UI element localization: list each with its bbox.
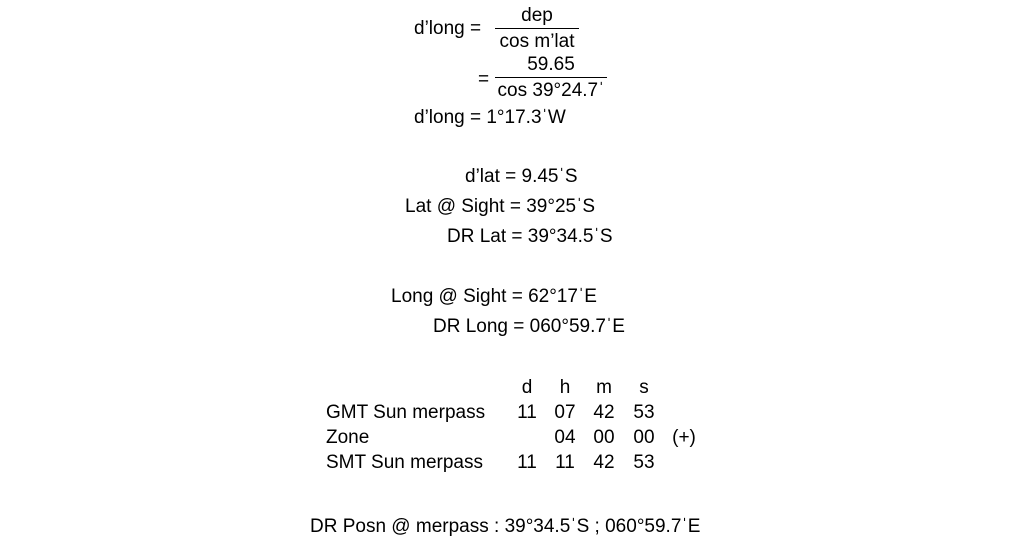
row-label: SMT Sun merpass <box>326 452 483 473</box>
dlong-lhs: d’long = <box>414 18 482 39</box>
fraction-numerator: dep <box>521 5 553 26</box>
long-sight-line: Long @ Sight = 62°17ˈE <box>391 286 597 307</box>
cell-seconds: 00 <box>633 427 655 448</box>
lat-sight-line: Lat @ Sight = 39°25ˈS <box>405 196 596 217</box>
dr-lat-line: DR Lat = 39°34.5ˈS <box>447 226 613 247</box>
row-label: GMT Sun merpass <box>326 402 486 423</box>
cell-minutes: 42 <box>593 452 615 473</box>
header-cell: m <box>596 377 612 398</box>
table-row <box>326 425 704 450</box>
header-cell: h <box>559 377 571 398</box>
fraction-denominator: cos m’lat <box>495 28 579 51</box>
cell-sign <box>664 400 704 425</box>
cell-sign: (+) <box>672 427 696 448</box>
cell-minutes: 00 <box>593 427 615 448</box>
cell-days: 11 <box>517 452 537 473</box>
cell-minutes: 42 <box>593 402 615 423</box>
cell-hours: 07 <box>554 402 576 423</box>
cell-hours: 04 <box>554 427 576 448</box>
cell-days: 11 <box>517 402 537 423</box>
dlat-line: d’lat = 9.45ˈS <box>465 166 578 187</box>
time-table <box>326 375 704 475</box>
cell-seconds: 53 <box>633 402 655 423</box>
cell-hours: 11 <box>555 452 575 473</box>
cell-seconds: 53 <box>633 452 655 473</box>
dr-long-line: DR Long = 060°59.7ˈE <box>433 316 625 337</box>
cell-days <box>508 425 546 450</box>
table-row <box>326 400 704 425</box>
fraction-numerator: 59.65 <box>527 54 575 75</box>
dlong-fraction <box>495 6 579 51</box>
cell-sign <box>664 450 704 475</box>
table-header-row <box>326 375 704 400</box>
header-cell: s <box>639 377 649 398</box>
equals-sign: = <box>478 69 490 90</box>
header-cell <box>326 375 508 400</box>
row-label: Zone <box>326 427 370 448</box>
dlong-result: d’long = 1°17.3ˈW <box>414 107 566 128</box>
dr-posn-line: DR Posn @ merpass : 39°34.5ˈS ; 060°59.7ˈE <box>310 516 701 537</box>
table-row <box>326 450 704 475</box>
dlong-substituted-fraction <box>495 55 607 100</box>
fraction-denominator: cos 39°24.7ˈ <box>495 77 607 100</box>
header-cell: d <box>521 377 533 398</box>
header-cell <box>664 375 704 400</box>
